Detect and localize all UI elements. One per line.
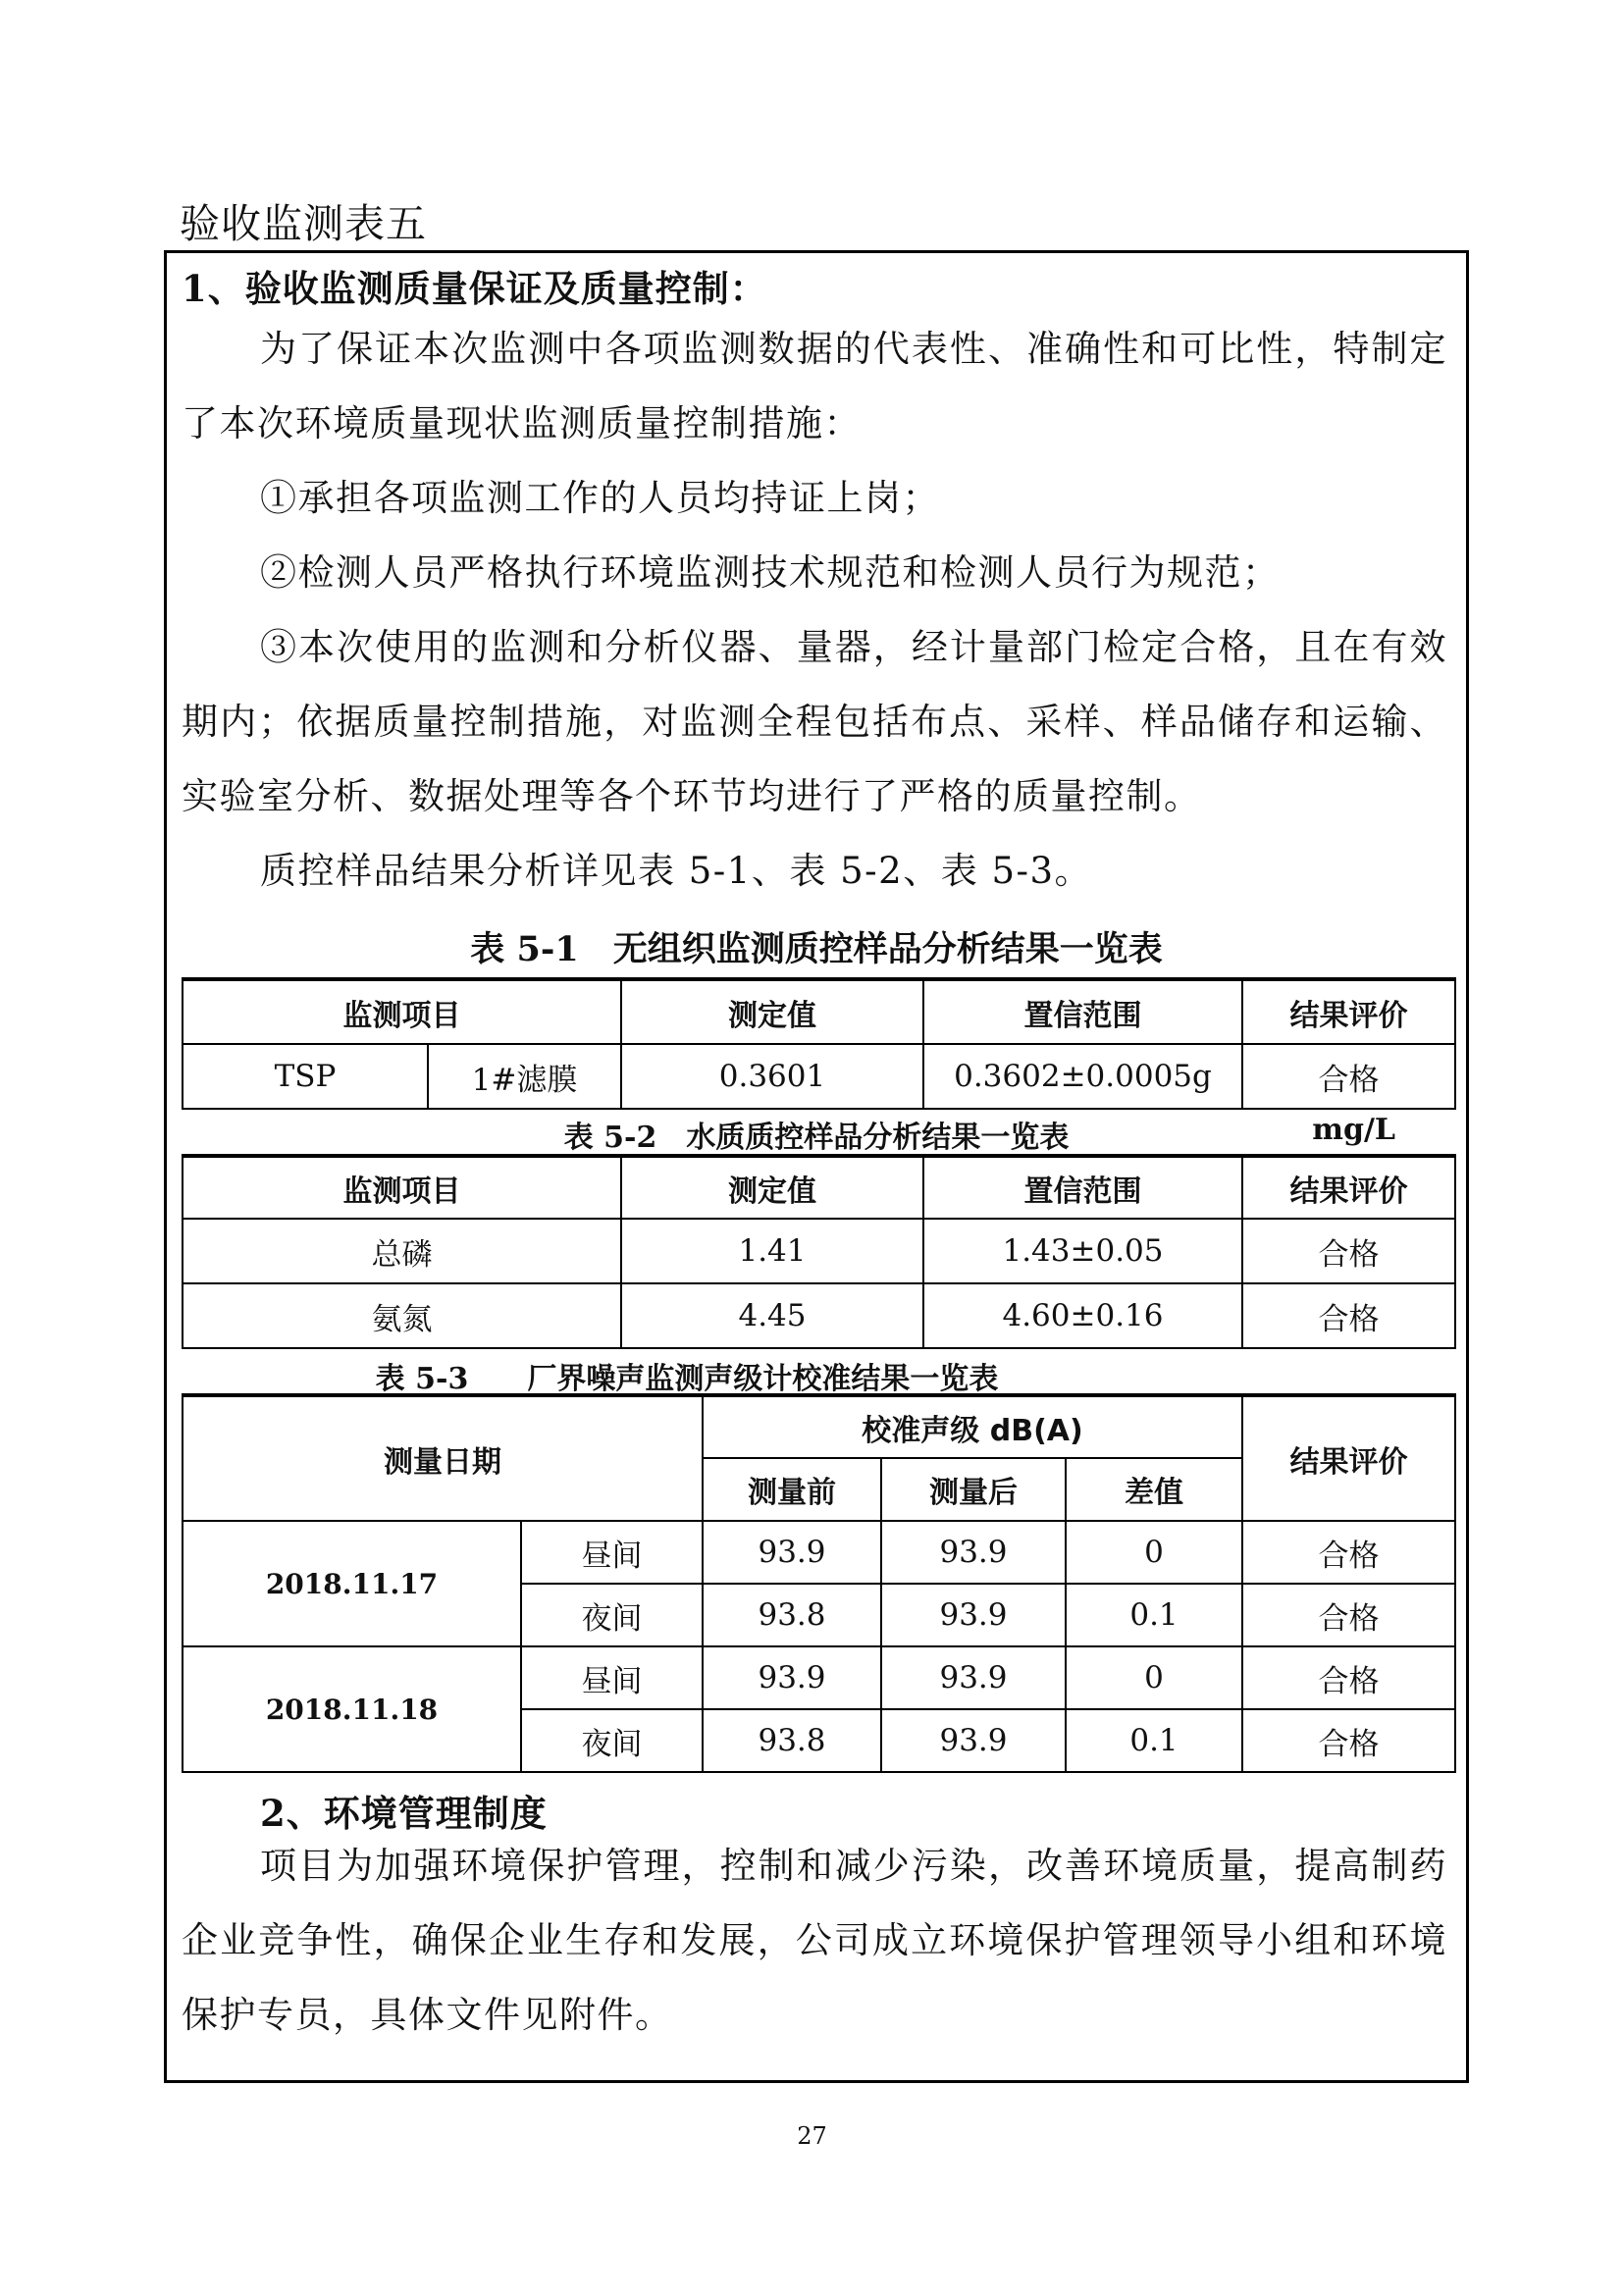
report-frame <box>164 250 1469 2083</box>
table53-cell-result: 合格 <box>1242 1521 1455 1584</box>
table53-cell-before: 93.9 <box>703 1521 881 1584</box>
table52-cell-item: 总磷 <box>183 1219 621 1283</box>
page-number: 27 <box>797 2122 827 2150</box>
table52-header-range: 置信范围 <box>923 1156 1242 1219</box>
table52-cell-item: 氨氮 <box>183 1283 621 1348</box>
table51-cell-value: 0.3601 <box>621 1044 923 1109</box>
table53-cell-period: 昼间 <box>521 1646 703 1709</box>
table53-header-diff: 差值 <box>1066 1458 1242 1521</box>
section2-heading: 2、环境管理制度 <box>260 1792 548 1835</box>
qc-measure-3: ③本次使用的监测和分析仪器、量器，经计量部门检定合格，且在有效期内；依据质量控制措施，对监测全程包括布点、采样、样品储存和运输、实验室分析、数据处理等各个环节均进行了严格的质量控制。 <box>182 626 1447 817</box>
table53-header-result: 结果评价 <box>1242 1395 1455 1521</box>
table52-header-result: 结果评价 <box>1242 1156 1455 1219</box>
table-row <box>183 1521 1455 1584</box>
table52-unit: mg/L <box>1312 1113 1395 1147</box>
table53-cell-date: 2018.11.18 <box>183 1646 521 1772</box>
table53-cell-period: 夜间 <box>521 1709 703 1772</box>
table53-cell-before: 93.9 <box>703 1646 881 1709</box>
table53-caption: 表 5-3 厂界噪声监测声级计校准结果一览表 <box>375 1362 999 1396</box>
table52 <box>182 1154 1456 1349</box>
table53-cell-before: 93.8 <box>703 1584 881 1646</box>
table53-cell-result: 合格 <box>1242 1584 1455 1646</box>
table-row <box>183 1646 1455 1709</box>
table52-header-value: 测定值 <box>621 1156 923 1219</box>
table53-cell-diff: 0.1 <box>1066 1709 1242 1772</box>
table51-cell-range: 0.3602±0.0005g <box>923 1044 1242 1109</box>
section1-summary: 质控样品结果分析详见表 5-1、表 5-2、表 5-3。 <box>260 850 1093 892</box>
table51-header-item: 监测项目 <box>183 979 621 1044</box>
table53 <box>182 1393 1456 1773</box>
table52-caption: 表 5-2 水质质控样品分析结果一览表 <box>563 1121 1070 1155</box>
table53-header-date: 测量日期 <box>183 1395 703 1521</box>
qc-measure-1: ①承担各项监测工作的人员均持证上岗； <box>260 477 940 519</box>
table53-cell-result: 合格 <box>1242 1646 1455 1709</box>
table51-header-value: 测定值 <box>621 979 923 1044</box>
section1-intro: 为了保证本次监测中各项监测数据的代表性、准确性和可比性，特制定了本次环境质量现状监测质量控制措施： <box>182 328 1447 444</box>
qc-measure-2: ②检测人员严格执行环境监测技术规范和检测人员行为规范； <box>260 551 1281 594</box>
section1-heading: 1、验收监测质量保证及质量控制： <box>182 267 767 310</box>
table53-cell-period: 夜间 <box>521 1584 703 1646</box>
table52-cell-range: 1.43±0.05 <box>923 1219 1242 1283</box>
table52-header-item: 监测项目 <box>183 1156 621 1219</box>
table51 <box>182 977 1456 1110</box>
table53-cell-after: 93.9 <box>881 1709 1066 1772</box>
table53-header-after: 测量后 <box>881 1458 1066 1521</box>
table51-header-range: 置信范围 <box>923 979 1242 1044</box>
table52-cell-value: 4.45 <box>621 1283 923 1348</box>
table51-cell-item: TSP <box>183 1044 428 1109</box>
table-row <box>183 1219 1455 1283</box>
table53-cell-diff: 0 <box>1066 1521 1242 1584</box>
table51-caption: 表 5-1 无组织监测质控样品分析结果一览表 <box>470 929 1163 969</box>
page-title: 验收监测表五 <box>180 200 427 247</box>
table53-cell-period: 昼间 <box>521 1521 703 1584</box>
table53-cell-date: 2018.11.17 <box>183 1521 521 1646</box>
table53-cell-after: 93.9 <box>881 1584 1066 1646</box>
table53-cell-before: 93.8 <box>703 1709 881 1772</box>
table53-header-calibration: 校准声级 dB(A) <box>703 1395 1242 1458</box>
table-row <box>183 1044 1455 1109</box>
table53-cell-after: 93.9 <box>881 1521 1066 1584</box>
table52-cell-range: 4.60±0.16 <box>923 1283 1242 1348</box>
section2-text: 项目为加强环境保护管理，控制和减少污染，改善环境质量，提高制药企业竞争性，确保企业生存和发展，公司成立环境保护管理领导小组和环境保护专员，具体文件见附件。 <box>182 1845 1447 2036</box>
table53-header-before: 测量前 <box>703 1458 881 1521</box>
table52-cell-result: 合格 <box>1242 1219 1455 1283</box>
table-row <box>183 1283 1455 1348</box>
table51-cell-sub: 1#滤膜 <box>428 1044 621 1109</box>
table52-cell-result: 合格 <box>1242 1283 1455 1348</box>
table51-cell-result: 合格 <box>1242 1044 1455 1109</box>
table52-cell-value: 1.41 <box>621 1219 923 1283</box>
table53-cell-after: 93.9 <box>881 1646 1066 1709</box>
table51-header-result: 结果评价 <box>1242 979 1455 1044</box>
table53-cell-result: 合格 <box>1242 1709 1455 1772</box>
table53-cell-diff: 0 <box>1066 1646 1242 1709</box>
table53-cell-diff: 0.1 <box>1066 1584 1242 1646</box>
